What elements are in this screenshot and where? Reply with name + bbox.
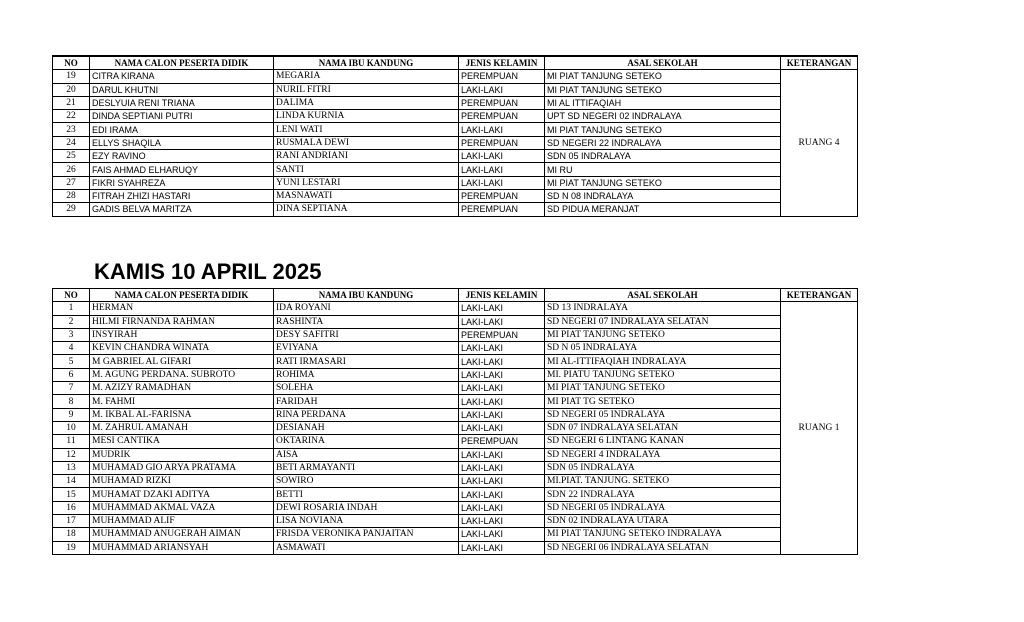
cell-nama: MUHAMMAD ANUGERAH AIMAN [90, 528, 274, 541]
cell-jenis-kelamin: LAKI-LAKI [459, 315, 545, 328]
table-body [53, 302, 858, 555]
cell-asal-sekolah: SD PIDUA MERANJAT [545, 203, 781, 216]
cell-nama: DARUL KHUTNI [90, 83, 274, 96]
table-row [53, 302, 858, 315]
cell-keterangan: RUANG 4 [781, 70, 858, 216]
header-no: NO [53, 289, 90, 302]
cell-no: 3 [53, 328, 90, 341]
cell-asal-sekolah: SD N 05 INDRALAYA [545, 342, 781, 355]
cell-no: 10 [53, 421, 90, 434]
cell-asal-sekolah: MI PIAT TANJUNG SETEKO [545, 70, 781, 83]
cell-jenis-kelamin: LAKI-LAKI [459, 382, 545, 395]
cell-ibu: MEGARIA [274, 70, 459, 83]
cell-no: 29 [53, 203, 90, 216]
cell-no: 7 [53, 382, 90, 395]
cell-no: 19 [53, 541, 90, 554]
table-row [53, 123, 858, 136]
cell-jenis-kelamin: PEREMPUAN [459, 328, 545, 341]
cell-ibu: SANTI [274, 163, 459, 176]
cell-ibu: RASHINTA [274, 315, 459, 328]
cell-asal-sekolah: MI PIAT TANJUNG SETEKO [545, 123, 781, 136]
cell-asal-sekolah: MI RU [545, 163, 781, 176]
table-row [53, 70, 858, 83]
cell-asal-sekolah: MI PIAT TANJUNG SETEKO [545, 328, 781, 341]
cell-jenis-kelamin: LAKI-LAKI [459, 395, 545, 408]
schedule-table-ruang-4 [52, 55, 858, 217]
cell-ibu: DINA SEPTIANA [274, 203, 459, 216]
cell-no: 15 [53, 488, 90, 501]
cell-jenis-kelamin: LAKI-LAKI [459, 501, 545, 514]
cell-ibu: RUSMALA DEWI [274, 136, 459, 149]
cell-asal-sekolah: MI PIAT TANJUNG SETEKO [545, 83, 781, 96]
cell-ibu: OKTARINA [274, 435, 459, 448]
cell-no: 25 [53, 150, 90, 163]
cell-nama: M. AZIZY RAMADHAN [90, 382, 274, 395]
table-row [53, 315, 858, 328]
header-ibu: NAMA IBU KANDUNG [274, 56, 459, 70]
cell-nama: M. IKBAL AL-FARISNA [90, 408, 274, 421]
cell-jenis-kelamin: LAKI-LAKI [459, 408, 545, 421]
cell-jenis-kelamin: LAKI-LAKI [459, 123, 545, 136]
table-row [53, 382, 858, 395]
header-keterangan: KETERANGAN [781, 56, 858, 70]
cell-nama: MUHAMAT DZAKI ADITYA [90, 488, 274, 501]
cell-ibu: RATI IRMASARI [274, 355, 459, 368]
cell-jenis-kelamin: PEREMPUAN [459, 110, 545, 123]
cell-jenis-kelamin: PEREMPUAN [459, 70, 545, 83]
table-row [53, 203, 858, 216]
cell-ibu: LISA NOVIANA [274, 515, 459, 528]
cell-no: 13 [53, 461, 90, 474]
table-row [53, 475, 858, 488]
cell-no: 11 [53, 435, 90, 448]
cell-asal-sekolah: MI.PIAT. TANJUNG. SETEKO [545, 475, 781, 488]
header-asal-sekolah: ASAL SEKOLAH [545, 56, 781, 70]
cell-jenis-kelamin: LAKI-LAKI [459, 176, 545, 189]
cell-asal-sekolah: MI AL ITTIFAQIAH [545, 96, 781, 109]
table-row [53, 541, 858, 554]
cell-jenis-kelamin: PEREMPUAN [459, 435, 545, 448]
cell-ibu: ROHIMA [274, 368, 459, 381]
cell-asal-sekolah: SD NEGERI 06 INDRALAYA SELATAN [545, 541, 781, 554]
cell-ibu: DALIMA [274, 96, 459, 109]
cell-ibu: MASNAWATI [274, 189, 459, 202]
cell-asal-sekolah: MI. PIATU TANJUNG SETEKO [545, 368, 781, 381]
cell-ibu: BETI ARMAYANTI [274, 461, 459, 474]
table-row [53, 448, 858, 461]
cell-jenis-kelamin: PEREMPUAN [459, 136, 545, 149]
table-row [53, 395, 858, 408]
cell-asal-sekolah: SD NEGERI 05 INDRALAYA [545, 408, 781, 421]
cell-nama: HERMAN [90, 302, 274, 315]
cell-asal-sekolah: SDN 05 INDRALAYA [545, 150, 781, 163]
cell-nama: FAIS AHMAD ELHARUQY [90, 163, 274, 176]
cell-nama: MUHAMMAD AKMAL VAZA [90, 501, 274, 514]
cell-no: 24 [53, 136, 90, 149]
cell-jenis-kelamin: LAKI-LAKI [459, 150, 545, 163]
cell-no: 18 [53, 528, 90, 541]
table-row [53, 342, 858, 355]
cell-asal-sekolah: MI PIAT TANJUNG SETEKO [545, 176, 781, 189]
cell-nama: MUHAMAD RIZKI [90, 475, 274, 488]
cell-jenis-kelamin: LAKI-LAKI [459, 461, 545, 474]
cell-no: 9 [53, 408, 90, 421]
cell-asal-sekolah: SDN 07 INDRALAYA SELATAN [545, 421, 781, 434]
cell-no: 1 [53, 302, 90, 315]
cell-jenis-kelamin: PEREMPUAN [459, 96, 545, 109]
table-row [53, 136, 858, 149]
cell-ibu: FRISDA VERONIKA PANJAITAN [274, 528, 459, 541]
cell-nama: ELLYS SHAQILA [90, 136, 274, 149]
cell-ibu: NURIL FITRI [274, 83, 459, 96]
cell-ibu: YUNI LESTARI [274, 176, 459, 189]
table-row [53, 501, 858, 514]
header-ibu: NAMA IBU KANDUNG [274, 289, 459, 302]
cell-nama: INSYIRAH [90, 328, 274, 341]
cell-asal-sekolah: SD 13 INDRALAYA [545, 302, 781, 315]
header-no: NO [53, 56, 90, 70]
header-jenis-kelamin: JENIS KELAMIN [459, 289, 545, 302]
table-row [53, 461, 858, 474]
header-asal-sekolah: ASAL SEKOLAH [545, 289, 781, 302]
cell-ibu: EVIYANA [274, 342, 459, 355]
cell-nama: KEVIN CHANDRA WINATA [90, 342, 274, 355]
cell-nama: MUHAMAD GIO ARYA PRATAMA [90, 461, 274, 474]
cell-jenis-kelamin: LAKI-LAKI [459, 163, 545, 176]
cell-nama: M GABRIEL AL GIFARI [90, 355, 274, 368]
day-title: KAMIS 10 APRIL 2025 [94, 259, 322, 284]
cell-asal-sekolah: MI PIAT TANJUNG SETEKO INDRALAYA [545, 528, 781, 541]
table-row [53, 150, 858, 163]
table-row [53, 110, 858, 123]
cell-ibu: AISA [274, 448, 459, 461]
cell-asal-sekolah: SDN 22 INDRALAYA [545, 488, 781, 501]
table-header-row [53, 56, 858, 70]
table-row [53, 435, 858, 448]
cell-nama: EDI IRAMA [90, 123, 274, 136]
cell-nama: FITRAH ZHIZI HASTARI [90, 189, 274, 202]
cell-nama: MUHAMMAD ALIF [90, 515, 274, 528]
table-row [53, 488, 858, 501]
cell-no: 5 [53, 355, 90, 368]
cell-jenis-kelamin: LAKI-LAKI [459, 488, 545, 501]
cell-ibu: FARIDAH [274, 395, 459, 408]
cell-asal-sekolah: SD NEGERI 07 INDRALAYA SELATAN [545, 315, 781, 328]
table-row [53, 328, 858, 341]
table-row [53, 368, 858, 381]
cell-asal-sekolah: SD NEGERI 22 INDRALAYA [545, 136, 781, 149]
cell-no: 21 [53, 96, 90, 109]
cell-ibu: BETTI [274, 488, 459, 501]
cell-nama: GADIS BELVA MARITZA [90, 203, 274, 216]
cell-no: 19 [53, 70, 90, 83]
cell-ibu: SOLEHA [274, 382, 459, 395]
cell-jenis-kelamin: LAKI-LAKI [459, 475, 545, 488]
cell-nama: M. ZAHRUL AMANAH [90, 421, 274, 434]
header-keterangan: KETERANGAN [781, 289, 858, 302]
header-jenis-kelamin: JENIS KELAMIN [459, 56, 545, 70]
cell-asal-sekolah: UPT SD NEGERI 02 INDRALAYA [545, 110, 781, 123]
cell-no: 27 [53, 176, 90, 189]
cell-jenis-kelamin: LAKI-LAKI [459, 448, 545, 461]
cell-no: 28 [53, 189, 90, 202]
cell-no: 6 [53, 368, 90, 381]
table-row [53, 83, 858, 96]
table-row [53, 421, 858, 434]
cell-asal-sekolah: SDN 02 INDRALAYA UTARA [545, 515, 781, 528]
cell-no: 22 [53, 110, 90, 123]
cell-nama: MESI CANTIKA [90, 435, 274, 448]
cell-nama: MUHAMMAD ARIANSYAH [90, 541, 274, 554]
cell-no: 26 [53, 163, 90, 176]
cell-jenis-kelamin: PEREMPUAN [459, 203, 545, 216]
cell-no: 12 [53, 448, 90, 461]
table-row [53, 528, 858, 541]
cell-nama: M. AGUNG PERDANA. SUBROTO [90, 368, 274, 381]
table-row [53, 408, 858, 421]
table-row [53, 355, 858, 368]
header-nama: NAMA CALON PESERTA DIDIK [90, 56, 274, 70]
table-row [53, 176, 858, 189]
cell-no: 4 [53, 342, 90, 355]
cell-no: 8 [53, 395, 90, 408]
header-nama: NAMA CALON PESERTA DIDIK [90, 289, 274, 302]
table-row [53, 189, 858, 202]
cell-ibu: DESIANAH [274, 421, 459, 434]
cell-ibu: RANI ANDRIANI [274, 150, 459, 163]
cell-jenis-kelamin: LAKI-LAKI [459, 355, 545, 368]
cell-asal-sekolah: MI AL-ITTIFAQIAH INDRALAYA [545, 355, 781, 368]
cell-no: 20 [53, 83, 90, 96]
cell-ibu: DEWI ROSARIA INDAH [274, 501, 459, 514]
table-header-row [53, 289, 858, 302]
cell-jenis-kelamin: LAKI-LAKI [459, 302, 545, 315]
cell-jenis-kelamin: LAKI-LAKI [459, 342, 545, 355]
cell-no: 16 [53, 501, 90, 514]
cell-asal-sekolah: MI PIAT TG SETEKO [545, 395, 781, 408]
cell-ibu: LINDA KURNIA [274, 110, 459, 123]
table-row [53, 96, 858, 109]
cell-nama: DESLYUIA RENI TRIANA [90, 96, 274, 109]
cell-nama: DINDA SEPTIANI PUTRI [90, 110, 274, 123]
cell-asal-sekolah: SD NEGERI 6 LINTANG KANAN [545, 435, 781, 448]
cell-no: 2 [53, 315, 90, 328]
cell-jenis-kelamin: LAKI-LAKI [459, 368, 545, 381]
cell-jenis-kelamin: LAKI-LAKI [459, 541, 545, 554]
cell-jenis-kelamin: PEREMPUAN [459, 189, 545, 202]
cell-jenis-kelamin: LAKI-LAKI [459, 528, 545, 541]
cell-ibu: SOWIRO [274, 475, 459, 488]
cell-asal-sekolah: SD N 08 INDRALAYA [545, 189, 781, 202]
cell-asal-sekolah: SD NEGERI 4 INDRALAYA [545, 448, 781, 461]
cell-ibu: IDA ROYANI [274, 302, 459, 315]
cell-no: 17 [53, 515, 90, 528]
cell-nama: FIKRI SYAHREZA [90, 176, 274, 189]
table-row [53, 515, 858, 528]
cell-jenis-kelamin: LAKI-LAKI [459, 83, 545, 96]
cell-no: 23 [53, 123, 90, 136]
cell-nama: M. FAHMI [90, 395, 274, 408]
cell-asal-sekolah: SD NEGERI 05 INDRALAYA [545, 501, 781, 514]
cell-asal-sekolah: SDN 05 INDRALAYA [545, 461, 781, 474]
cell-keterangan: RUANG 1 [781, 302, 858, 555]
cell-nama: EZY RAVINO [90, 150, 274, 163]
schedule-table-ruang-1 [52, 288, 858, 555]
cell-ibu: ASMAWATI [274, 541, 459, 554]
cell-asal-sekolah: MI PIAT TANJUNG SETEKO [545, 382, 781, 395]
cell-no: 14 [53, 475, 90, 488]
cell-nama: HILMI FIRNANDA RAHMAN [90, 315, 274, 328]
cell-nama: CITRA KIRANA [90, 70, 274, 83]
cell-jenis-kelamin: LAKI-LAKI [459, 421, 545, 434]
cell-ibu: DESY SAFITRI [274, 328, 459, 341]
cell-ibu: LENI WATI [274, 123, 459, 136]
cell-jenis-kelamin: LAKI-LAKI [459, 515, 545, 528]
cell-nama: MUDRIK [90, 448, 274, 461]
table-body [53, 70, 858, 216]
table-row [53, 163, 858, 176]
cell-ibu: RINA PERDANA [274, 408, 459, 421]
